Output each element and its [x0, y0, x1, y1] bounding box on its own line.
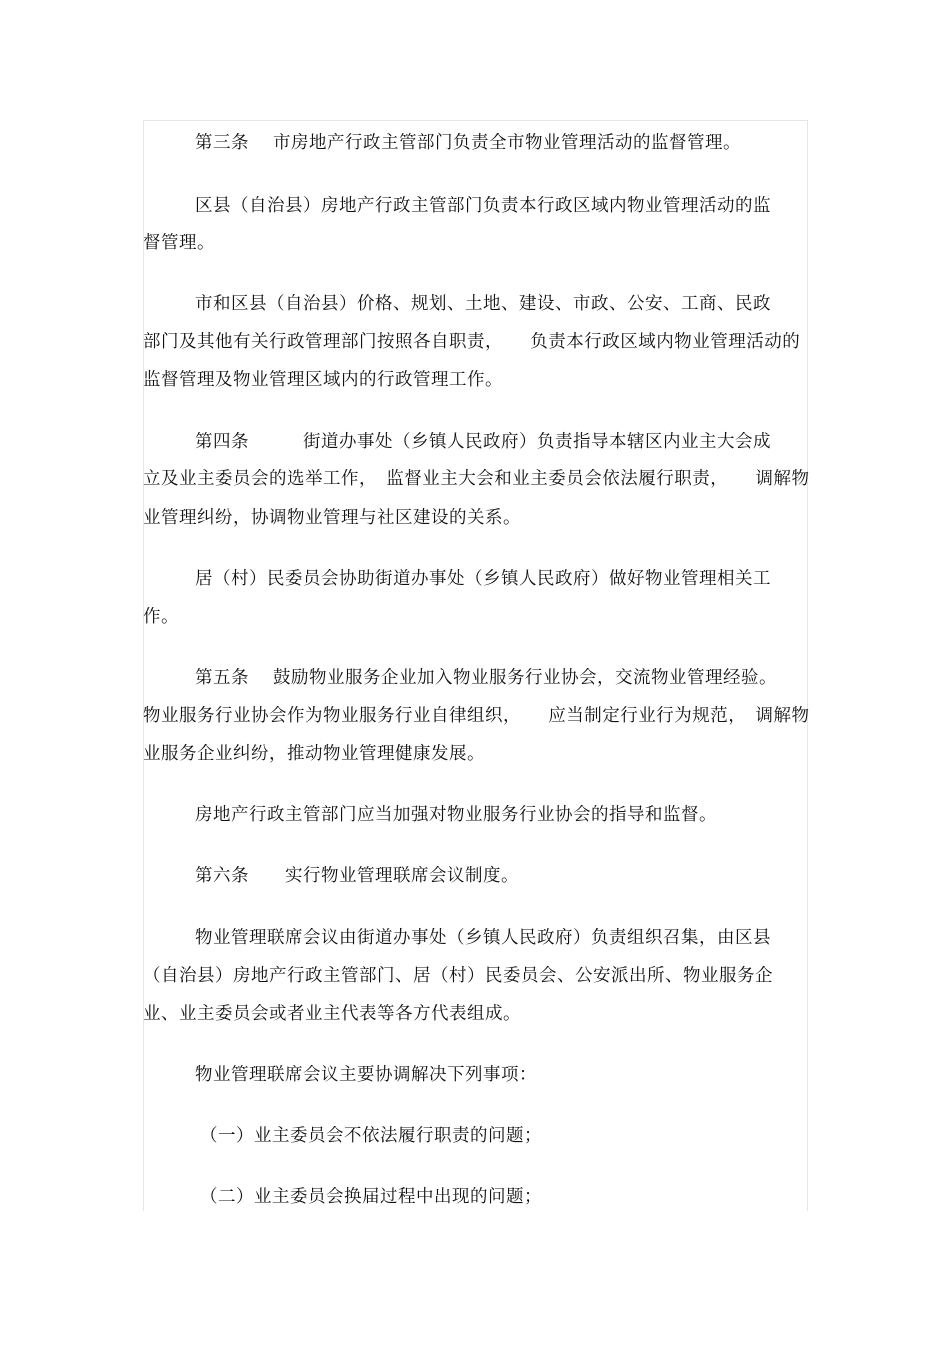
list-item-2: （二）业主委员会换届过程中出现的问题； [200, 1187, 542, 1207]
article-4-line-1: 第四条 街道办事处（乡镇人民政府）负责指导本辖区内业主大会成 [195, 432, 771, 452]
article-5-line-2: 物业服务行业协会作为物业服务行业自律组织， 应当制定行业行为规范， 调解物 [143, 706, 810, 726]
article-4-para-2-line-2: 作。 [143, 607, 179, 627]
article-6-para-2-line-1: 物业管理联席会议由街道办事处（乡镇人民政府）负责组织召集，由区县 [195, 928, 771, 948]
article-4-line-2: 立及业主委员会的选举工作， 监督业主大会和业主委员会依法履行职责， 调解物 [143, 469, 810, 489]
article-3-para-3-line-1: 市和区县（自治县）价格、规划、土地、建设、市政、公安、工商、民政 [195, 294, 771, 314]
article-5-line-3: 业服务企业纠纷，推动物业管理健康发展。 [143, 744, 485, 764]
article-6-line-1: 第六条 实行物业管理联席会议制度。 [195, 866, 519, 886]
article-5-para-2-line-1: 房地产行政主管部门应当加强对物业服务行业协会的指导和监督。 [195, 805, 717, 825]
article-6-para-2-line-3: 业、业主委员会或者业主代表等各方代表组成。 [143, 1004, 521, 1024]
article-3-para-2-line-1: 区县（自治县）房地产行政主管部门负责本行政区域内物业管理活动的监 [195, 196, 771, 216]
article-3-para-2-line-2: 督管理。 [143, 233, 215, 253]
article-3-line-1: 第三条 市房地产行政主管部门负责全市物业管理活动的监督管理。 [195, 133, 742, 153]
article-3-para-3-line-3: 监督管理及物业管理区域内的行政管理工作。 [143, 370, 503, 390]
article-6-para-3-line-1: 物业管理联席会议主要协调解决下列事项： [195, 1065, 537, 1085]
article-4-para-2-line-1: 居（村）民委员会协助街道办事处（乡镇人民政府）做好物业管理相关工 [195, 569, 771, 589]
article-4-line-3: 业管理纠纷，协调物业管理与社区建设的关系。 [143, 508, 521, 528]
list-item-1: （一）业主委员会不依法履行职责的问题； [200, 1126, 542, 1146]
page-frame [143, 120, 808, 1211]
article-6-para-2-line-2: （自治县）房地产行政主管部门、居（村）民委员会、公安派出所、物业服务企 [143, 966, 773, 986]
article-3-para-3-line-2: 部门及其他有关行政管理部门按照各自职责， 负责本行政区域内物业管理活动的 [143, 332, 801, 352]
article-5-line-1: 第五条 鼓励物业服务企业加入物业服务行业协会，交流物业管理经验。 [195, 668, 778, 688]
